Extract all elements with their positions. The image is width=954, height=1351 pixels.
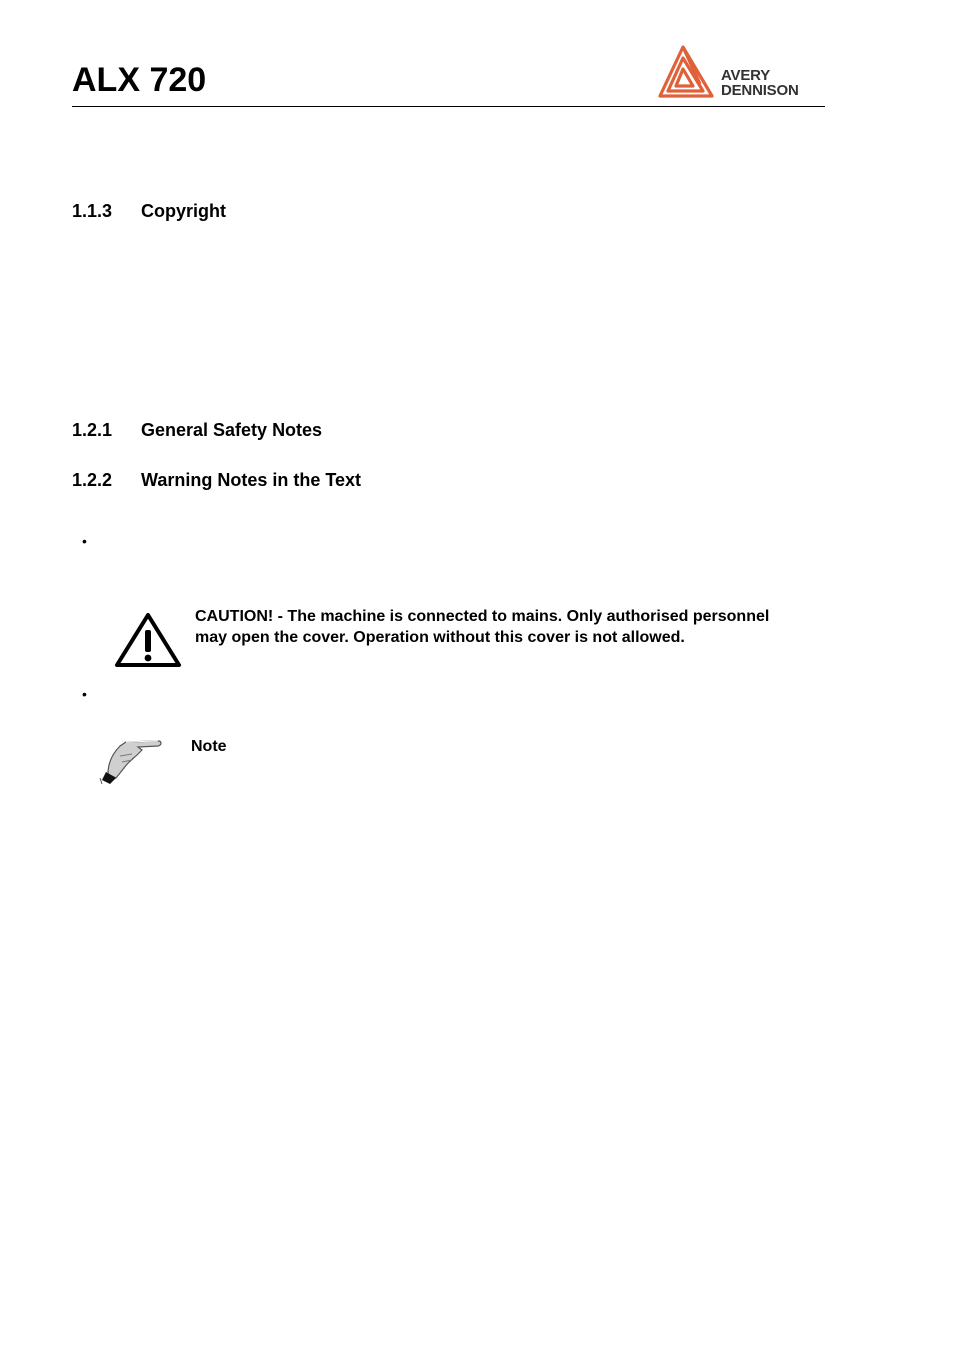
- warning-triangle-icon: [114, 612, 182, 668]
- bullet-point: •: [82, 533, 87, 549]
- section-number: 1.2.1: [72, 420, 113, 440]
- section-title: General Safety Notes: [141, 420, 323, 440]
- section-heading-general-safety: [72, 419, 322, 441]
- header-divider: [72, 106, 825, 107]
- avery-dennison-logo: [656, 44, 826, 102]
- avery-dennison-logo-icon: [656, 44, 718, 102]
- pointing-hand-icon: [98, 734, 174, 786]
- section-title: Copyright: [141, 201, 226, 221]
- caution-message: CAUTION! - The machine is connected to mains. Only authorised personnel may open the cover. Operation without this cover is not allowed.: [195, 608, 770, 646]
- brand-line-2: DENNISON: [721, 82, 799, 99]
- section-heading-copyright: [72, 200, 226, 222]
- section-heading-warning-notes: [72, 469, 361, 491]
- section-number: 1.2.2: [72, 470, 113, 490]
- section-number: 1.1.3: [72, 201, 113, 221]
- document-title: ALX 720: [72, 61, 207, 99]
- note-label: Note: [191, 738, 227, 755]
- brand-line-1: AVERY: [721, 67, 771, 84]
- section-title: Warning Notes in the Text: [141, 470, 362, 490]
- bullet-point: •: [82, 686, 87, 702]
